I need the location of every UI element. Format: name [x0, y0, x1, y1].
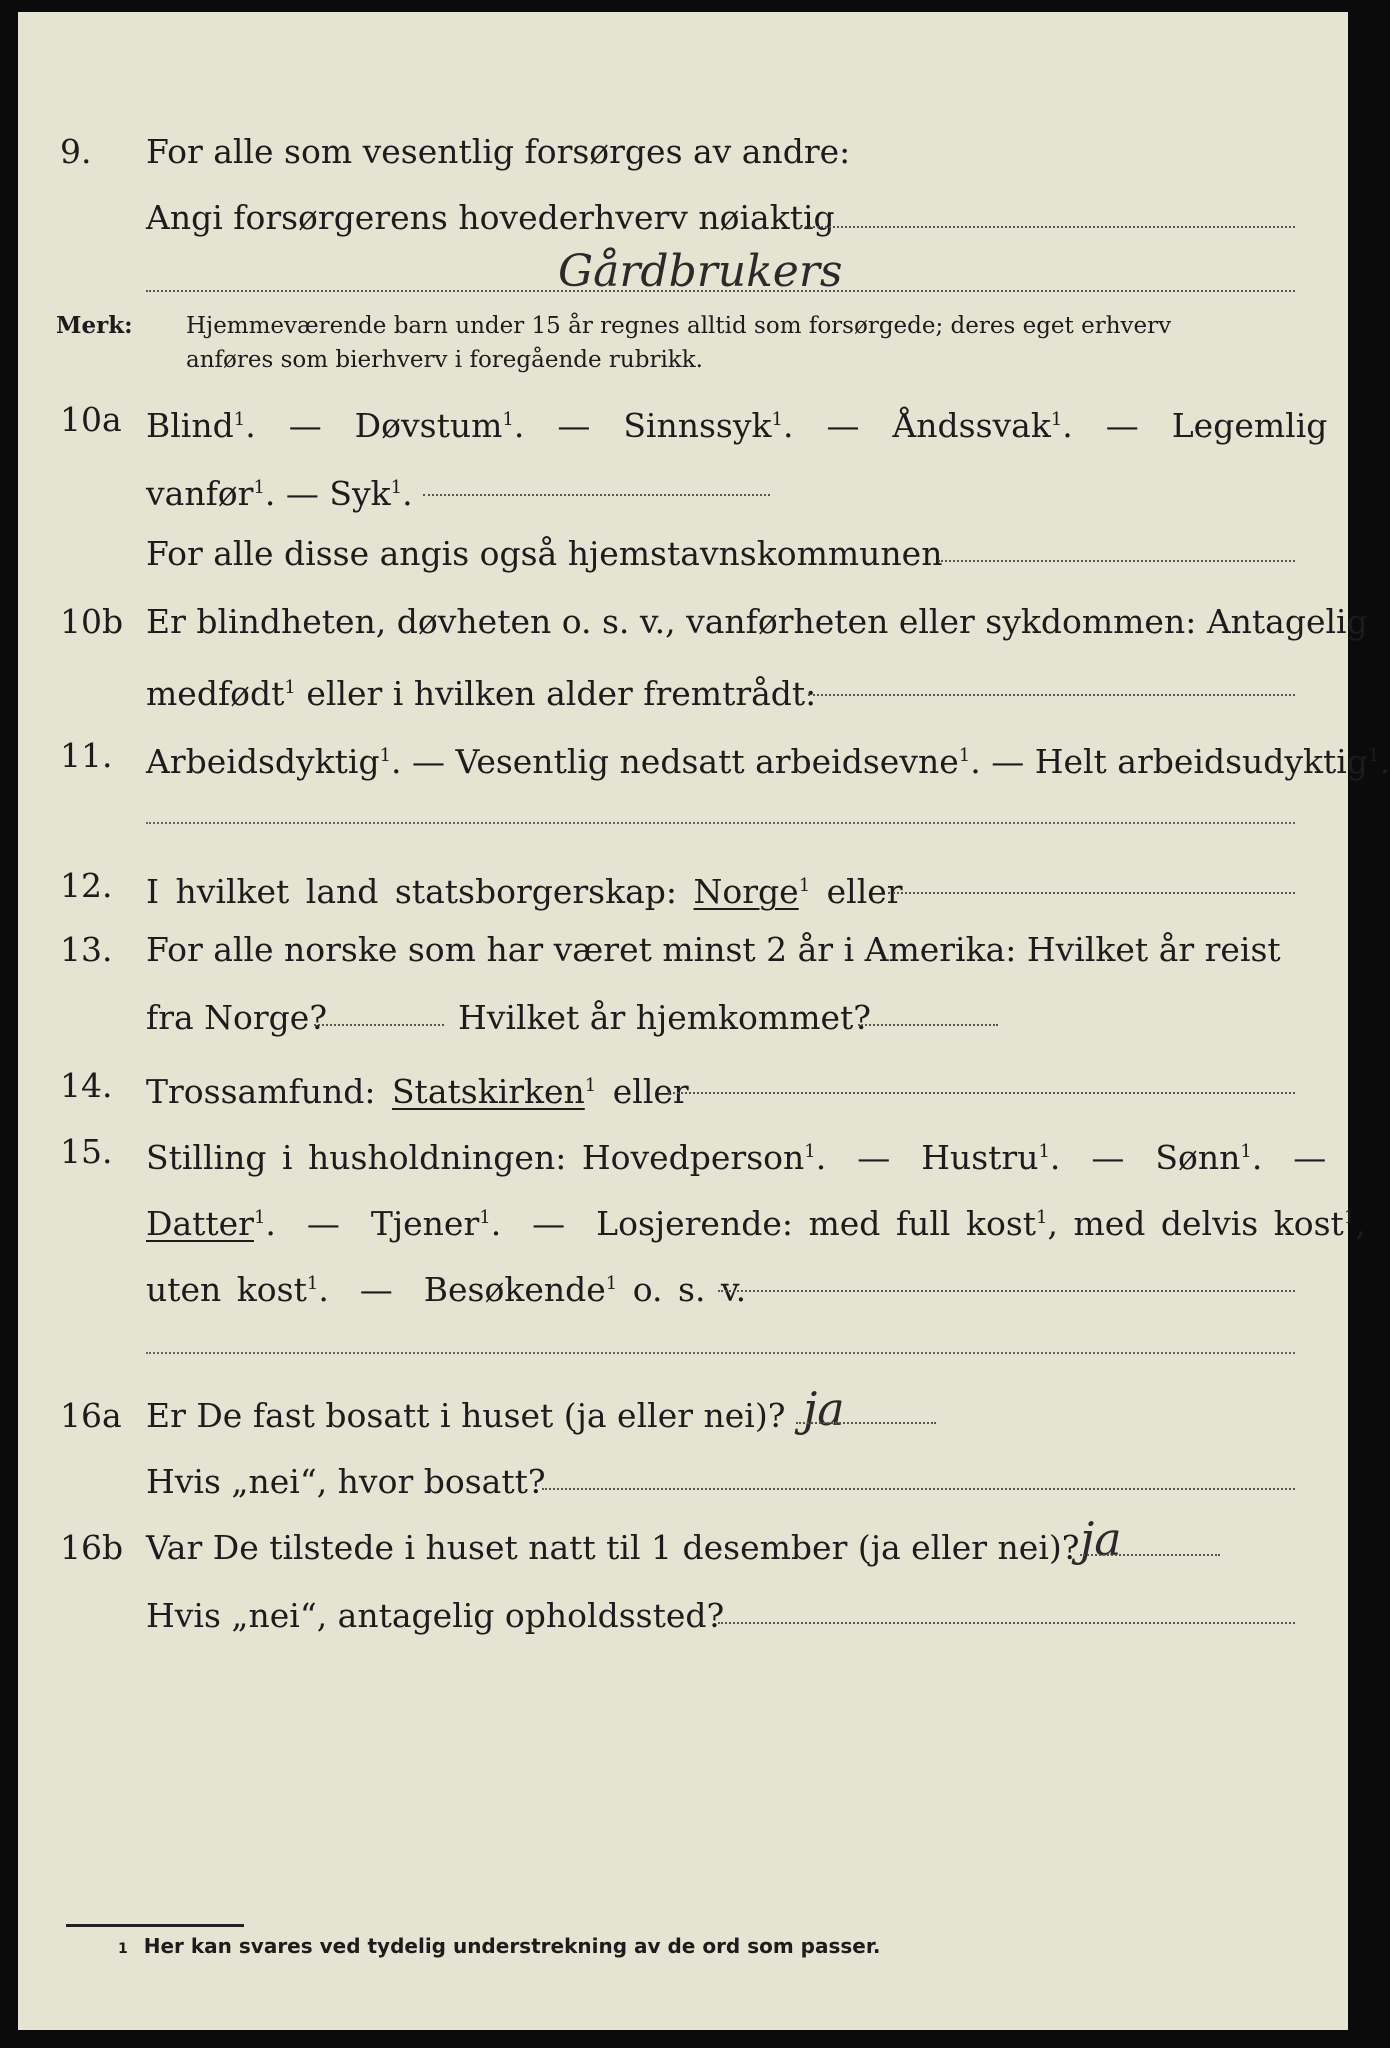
option-losjerende-full-kost[interactable]: Losjerende: med full kost [596, 1204, 1037, 1243]
option-hustru[interactable]: Hustru [921, 1138, 1039, 1177]
q16a-fill-line[interactable] [796, 1420, 936, 1424]
q13-fill-hjemkommet[interactable] [858, 1022, 998, 1026]
merk-label: Merk: [56, 312, 133, 339]
q9-line-1: For alle som vesentlig forsørges av andre: [146, 132, 851, 171]
q11-options: Arbeidsdyktig$^1$. — Vesentlig nedsatt arbeidsevne$^1$. — Helt arbeidsudyktig$^1$. [146, 742, 1390, 781]
option-vesentlig-nedsatt[interactable]: Vesentlig nedsatt arbeidsevne [455, 742, 959, 781]
footnote-mark: 1 [118, 1941, 128, 1957]
q9-line-2: Angi forsørgerens hovederhverv nøiaktig [146, 198, 835, 237]
q10a-number: 10a [60, 400, 122, 439]
q14-eller: eller [612, 1072, 689, 1111]
q10a-fill-line-1[interactable] [423, 492, 770, 496]
q14-text: Trossamfund: [146, 1072, 376, 1111]
q10a-options: Blind$^1$. — Døvstum$^1$. — Sinnssyk$^1$. — Åndssvak$^1$. — Legemlig [146, 406, 1328, 445]
census-form-page: 9. For alle som vesentlig forsørges av andre: Angi forsørgerens hovederhverv nøiaktig Gårdbrukers Merk: Hjemmeværende barn under 15 år regnes alltid som forsørgede; deres eget erhverv anføres som bierhverv i foregående rubrikk. 10a Blind$^1$. — Døvstum$^1$. — Sinnssyk$^1$. — Åndssvak$^1$. — Legemlig vanfør$^1$. — Syk$^1$. For alle disse angis også hjemstavnskommunen 10b Er blindheten, døvheten o. s. v., vanførheten eller sykdommen: Antagelig medfødt$^1$ eller i hvilken alder fremtrådt: 11. Arbeidsdyktig$^1$. — Vesentlig nedsatt arbeidsevne$^1$. — Helt arbeidsudyktig$^1$. 12. I hvilket land statsborgerskap: Norge$^1$ eller 13. For alle norske som har været minst 2 år i Amerika: Hvilket år reist fra Norge? Hvilket år hjemkommet? 14. Trossamfund: Statskirken$^1$ eller 15. Stilling i husholdningen: Hovedperson$^1$. — Hustru$^1$. — Sønn$^1$. — Datter$^1$. — Tjener$^1$. — Losjerende: med full kost$^1$, med delvis kost$^1$, uten kost$^1$. — Besøkende$^1$ o. s. v. 16a Er De fast bosatt i huset (ja eller nei)? ja Hvis „nei“, hvor bosatt? 16b Var De tilstede i huset natt til 1 desember (ja eller nei)? ja Hvis „nei“, antagelig opholdssted? 1 Her kan svares ved tydelig understrekning av de ord som passer. [18, 12, 1348, 2030]
q13-number: 13. [60, 930, 113, 969]
option-hovedperson[interactable]: Hovedperson [581, 1138, 805, 1177]
q16b-line-2: Hvis „nei“, antagelig opholdssted? [146, 1596, 725, 1635]
option-medfodt[interactable]: medfødt [146, 674, 285, 713]
q10a-options-2: vanfør$^1$. — Syk$^1$. [146, 474, 413, 513]
q12-text: I hvilket land statsborgerskap: [146, 872, 678, 911]
q16a-handwritten-answer: ja [803, 1382, 845, 1436]
footnote-rule [66, 1924, 244, 1927]
q15-fill-line[interactable] [718, 1288, 1295, 1292]
q15-number: 15. [60, 1132, 113, 1171]
q10b-line-2: eller i hvilken alder fremtrådt: [306, 674, 817, 713]
option-tjener[interactable]: Tjener [370, 1204, 480, 1243]
q13-line-2b: Hvilket år hjemkommet? [458, 998, 871, 1037]
q15-fill-line-2[interactable] [146, 1350, 1295, 1354]
option-vanfor[interactable]: vanfør [146, 474, 254, 513]
q16b-number: 16b [60, 1528, 124, 1567]
option-blind[interactable]: Blind [146, 406, 234, 445]
q10a-line-3: For alle disse angis også hjemstavnskommunen [146, 534, 943, 573]
option-sinnssyk[interactable]: Sinnssyk [623, 406, 772, 445]
q9-handwritten-answer: Gårdbrukers [558, 246, 843, 297]
option-helt-arbeidsudyktig[interactable]: Helt arbeidsudyktig [1034, 742, 1368, 781]
option-uten-kost[interactable]: uten kost [146, 1270, 307, 1309]
option-norge-underlined[interactable]: Norge [693, 872, 799, 911]
q16b-line-1: Var De tilstede i huset natt til 1 desember (ja eller nei)? [146, 1528, 1080, 1567]
q12-fill-line[interactable] [888, 890, 1295, 894]
q15-line-1: Stilling i husholdningen: [146, 1138, 567, 1177]
q12-eller: eller [826, 872, 903, 911]
q9-fill-line-2[interactable] [146, 288, 1295, 292]
option-dovstum[interactable]: Døvstum [354, 406, 503, 445]
q16b-handwritten-answer: ja [1080, 1512, 1122, 1566]
option-sonn[interactable]: Sønn [1155, 1138, 1241, 1177]
merk-line-1: Hjemmeværende barn under 15 år regnes alltid som forsørgede; deres eget erhverv [186, 313, 1172, 339]
q16a-line-2: Hvis „nei“, hvor bosatt? [146, 1462, 546, 1501]
q13-line-2a: fra Norge? [146, 998, 328, 1037]
option-datter-underlined[interactable]: Datter [146, 1204, 254, 1243]
q16b-fill-line[interactable] [1080, 1552, 1220, 1556]
q13-line-1: For alle norske som har været minst 2 år i Amerika: Hvilket år reist [146, 930, 1281, 969]
q15-osv: o. s. v. [632, 1270, 747, 1309]
q10b-number: 10b [60, 602, 124, 641]
option-statskirken-underlined[interactable]: Statskirken [391, 1072, 585, 1111]
option-legemlig[interactable]: Legemlig [1171, 406, 1328, 445]
option-andssvak[interactable]: Åndssvak [892, 406, 1051, 445]
q10b-fill-line[interactable] [808, 692, 1295, 696]
merk-line-2: anføres som bierhverv i foregående rubrikk. [186, 347, 703, 373]
q10a-fill-line-2[interactable] [938, 558, 1295, 562]
q14-fill-line[interactable] [668, 1090, 1295, 1094]
q10b-line-1: Er blindheten, døvheten o. s. v., vanførheten eller sykdommen: Antagelig [146, 602, 1368, 641]
q9-fill-line-1[interactable] [800, 224, 1295, 228]
option-besokende[interactable]: Besøkende [423, 1270, 606, 1309]
q11-number: 11. [60, 736, 113, 775]
q16a-line-1: Er De fast bosatt i huset (ja eller nei)? [146, 1396, 786, 1435]
footnote-text: Her kan svares ved tydelig understrekning av de ord som passer. [143, 1934, 881, 1958]
footnote [118, 1934, 880, 1958]
q11-fill-line[interactable] [146, 820, 1295, 824]
q9-number: 9. [60, 132, 92, 171]
option-arbeidsdyktig[interactable]: Arbeidsdyktig [146, 742, 380, 781]
q13-fill-reist[interactable] [314, 1022, 444, 1026]
q16a-number: 16a [60, 1396, 122, 1435]
q16b-fill-line-2[interactable] [718, 1620, 1295, 1624]
option-syk[interactable]: Syk [329, 474, 391, 513]
q14-number: 14. [60, 1066, 113, 1105]
q16a-fill-line-2[interactable] [542, 1486, 1295, 1490]
option-delvis-kost[interactable]: med delvis kost [1073, 1204, 1344, 1243]
q12-number: 12. [60, 866, 113, 905]
